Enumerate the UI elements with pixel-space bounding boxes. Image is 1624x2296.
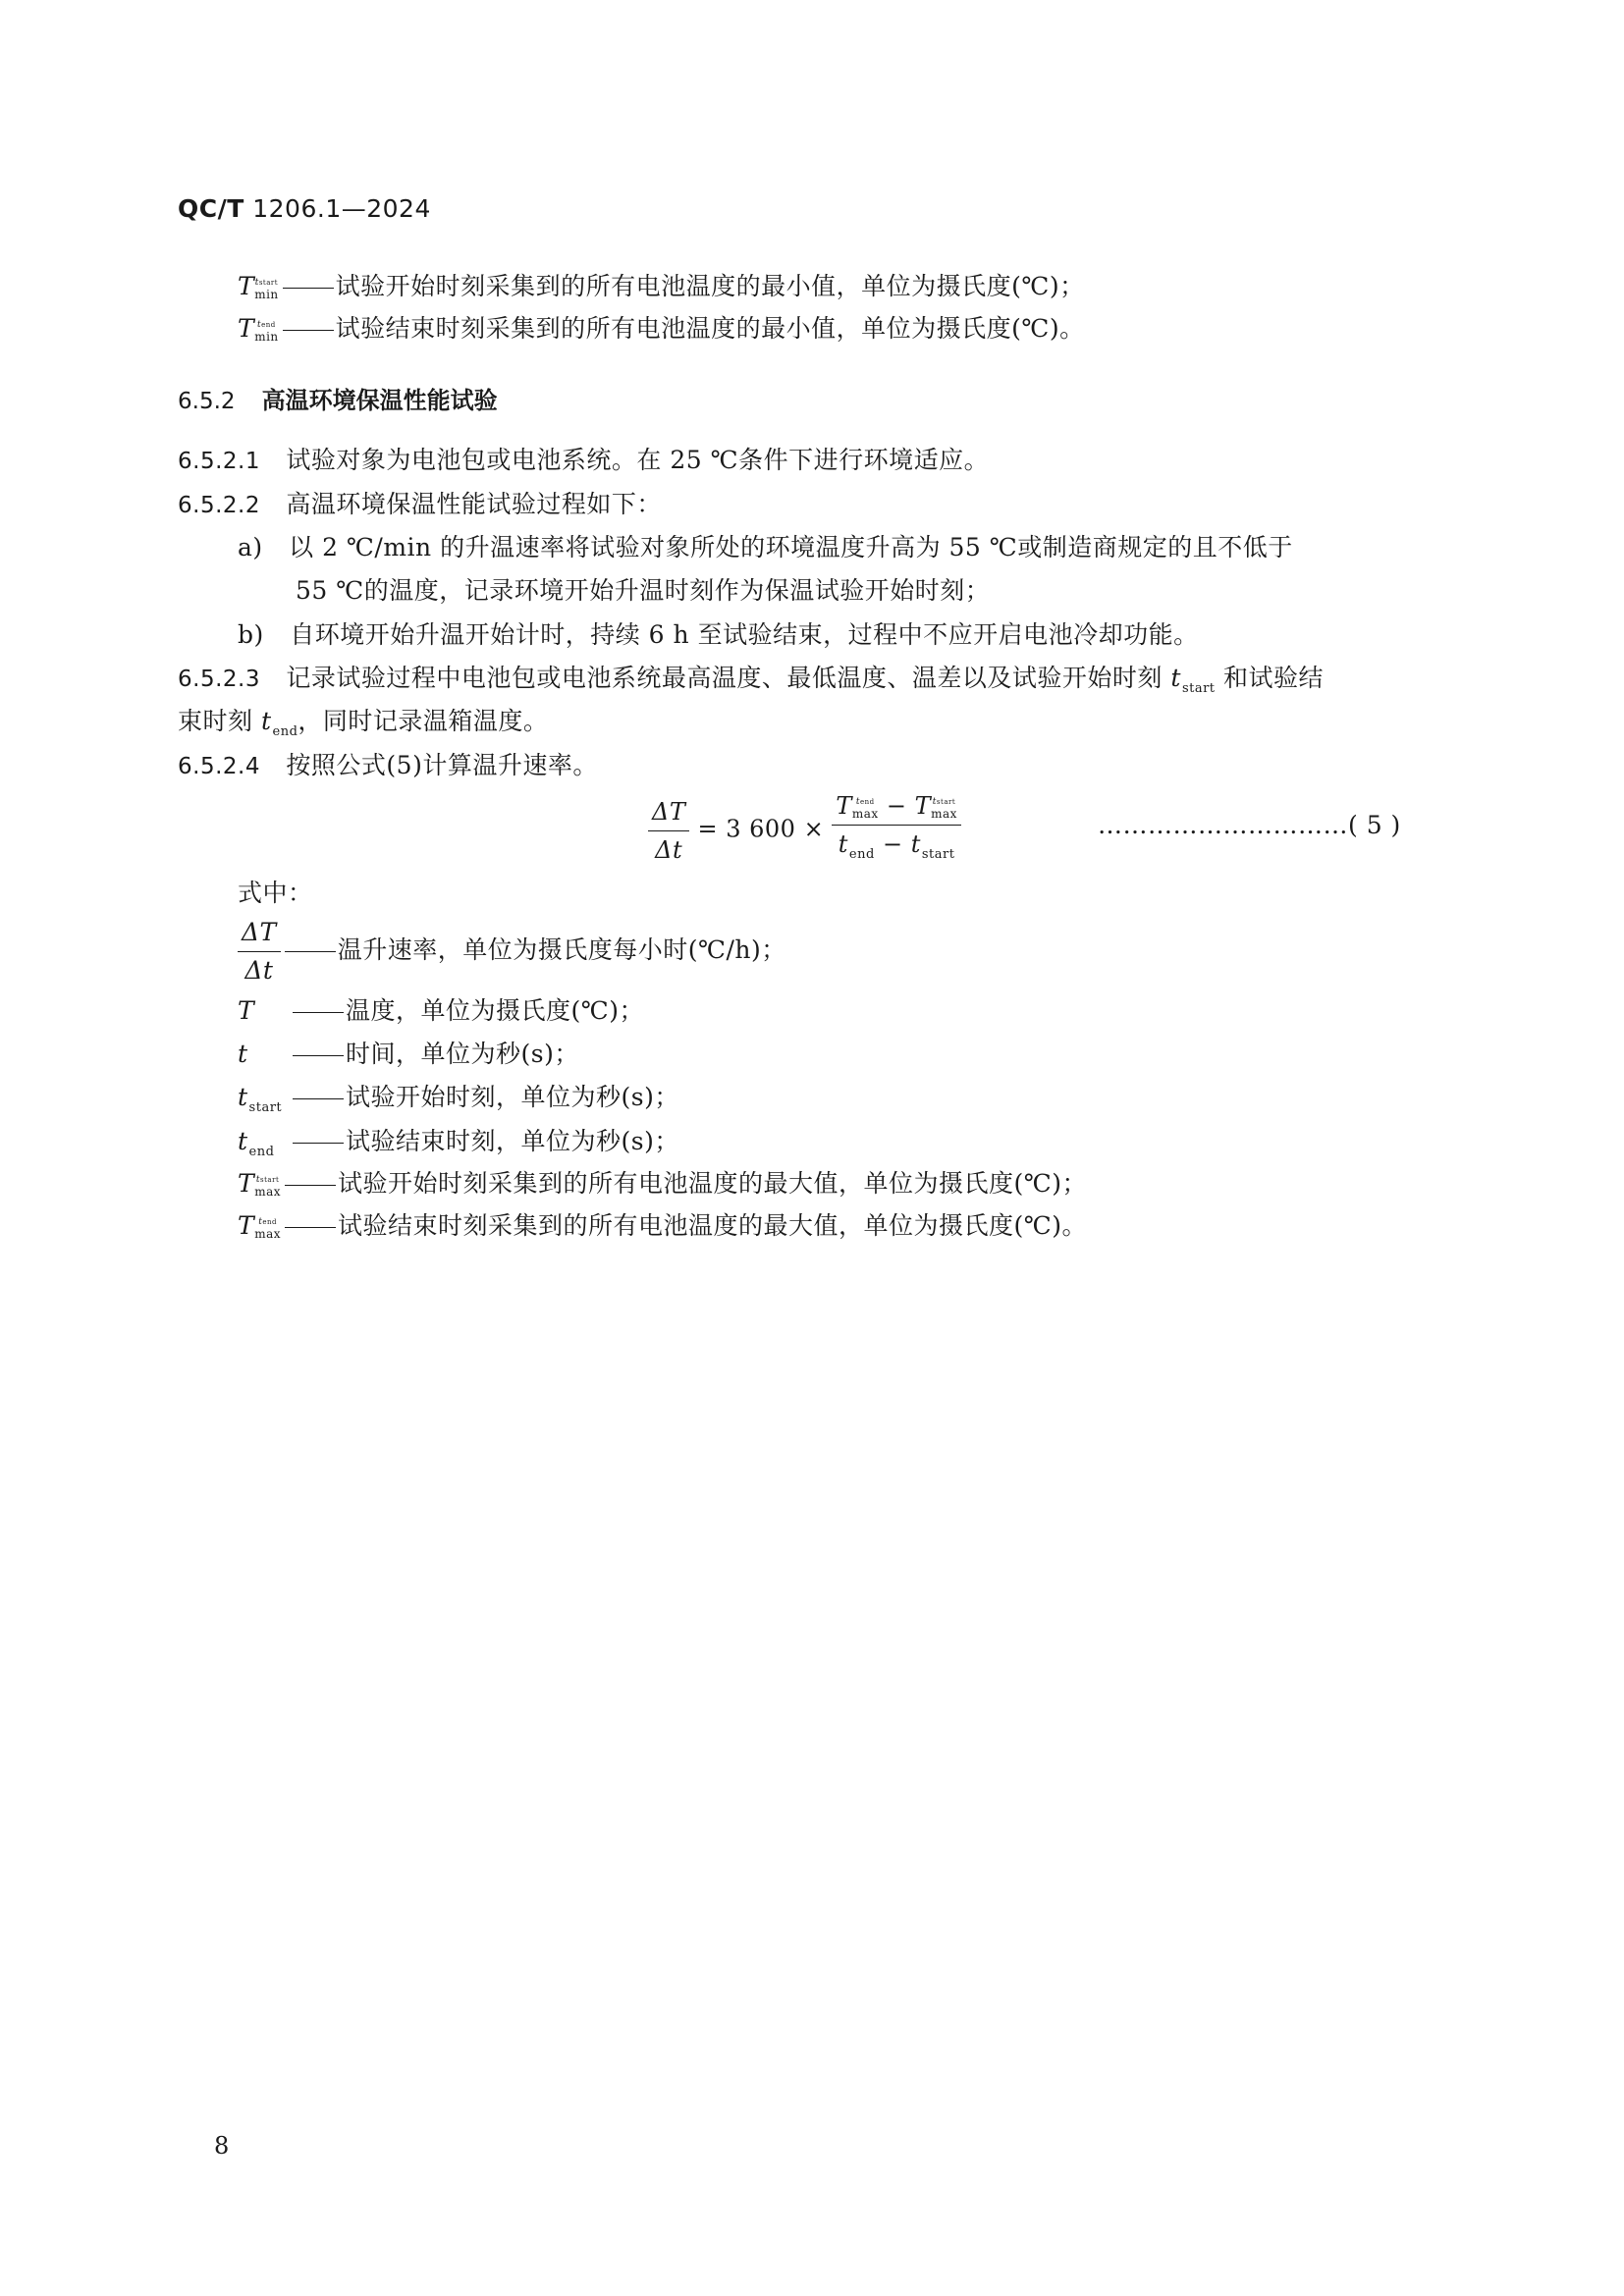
symbol-t: t [260,707,272,735]
clause-number: 6.5.2.3 [178,667,260,692]
clause-6-5-2-3 [178,662,1324,706]
sub-max: max [931,806,957,821]
definition-text: 试验开始时刻采集到的所有电池温度的最大值，单位为摄氏度(℃)； [338,1169,1087,1198]
definition-text: 试验结束时刻采集到的所有电池温度的最小值，单位为摄氏度(℃)。 [335,314,1085,343]
formula-rhs-numerator: T tend max − T tstart max [832,789,961,826]
clause-6-5-2-4 [178,749,598,783]
symbol-T: T [836,792,852,820]
sub-max: max [254,1226,281,1241]
symbol-t: t [910,830,921,858]
definition-dash [293,1143,344,1144]
sup-sub-end: end [262,1217,277,1226]
rate-numerator: ΔT [238,916,281,952]
sup-sub-end: end [261,320,276,329]
sup-sub-start: start [260,1175,280,1184]
clause-6-5-2-2 [178,488,662,522]
definition-tmin-end [238,312,1085,346]
formula-number [1098,809,1401,842]
symbol-t: t [238,1083,248,1111]
definition-T [238,994,644,1028]
clause-number: 6.5.2.2 [178,493,260,518]
sub-start: start [1181,681,1216,696]
symbol-T: T [238,1169,255,1198]
formula-minus: − [886,792,907,820]
sub-max: max [851,806,879,821]
symbol-t-start [238,1081,289,1125]
sup-t: t [258,1216,263,1227]
symbol-t: t [838,830,848,858]
rate-fraction [238,916,281,988]
document-id [178,194,431,223]
list-item-text: 自环境开始升温开始计时，持续 6 h 至试验结束，过程中不应开启电池冷却功能。 [290,620,1199,649]
definition-tmin-start [238,270,1085,303]
list-item-b [238,618,1199,652]
definition-dash [285,1227,336,1228]
sub-end: end [272,724,298,739]
definition-dash [293,1098,344,1099]
definition-text: 试验开始时刻，单位为秒(s)； [346,1083,679,1111]
definition-dash [285,951,336,952]
definition-text: 温度，单位为摄氏度(℃)； [346,996,644,1025]
page-number: 8 [214,2132,230,2160]
definition-text: 试验结束时刻采集到的所有电池温度的最大值，单位为摄氏度(℃)。 [338,1211,1087,1240]
definition-rate [238,916,786,988]
definition-dash [283,288,334,289]
clause-number: 6.5.2.1 [178,449,260,474]
symbol-T: T [238,314,255,343]
definition-dash [285,1185,336,1186]
formula-equals: = [697,815,719,843]
doc-id-prefix: QC/T [178,194,244,223]
formula-lhs-denominator: Δt [655,835,683,864]
definition-tstart [238,1081,679,1125]
section-heading [178,381,498,415]
clause-number: 6.5.2.4 [178,754,260,779]
formula-leader-dots: ………………………… [1098,811,1348,839]
clause-text: 和试验结 [1222,664,1324,692]
clause-6-5-2-3-continued [178,705,548,749]
where-label: 式中： [238,879,313,907]
formula-lhs-fraction [648,795,689,867]
symbol-t-start [1170,662,1215,706]
sup-t: t [257,319,262,330]
list-item-label: a) [238,533,263,561]
sub-min: min [254,287,279,301]
clause-text: 高温环境保温性能试验过程如下： [286,490,662,518]
definition-text: 时间，单位为秒(s)； [346,1040,579,1068]
sup-sub-start: start [258,278,279,287]
formula-rhs-denominator [832,826,961,872]
formula-label: ( 5 ) [1348,811,1401,839]
symbol-T: T [238,1211,255,1240]
sub-max: max [254,1184,281,1199]
definition-tend [238,1125,679,1169]
formula-coefficient: 3 600 [726,815,796,843]
definition-text: 温升速率，单位为摄氏度每小时(℃/h)； [337,935,786,964]
definition-tmax-start [238,1167,1087,1201]
symbol-t: t [1170,664,1181,692]
definition-text: 试验开始时刻采集到的所有电池温度的最小值，单位为摄氏度(℃)； [335,272,1085,300]
sup-sub-start: start [936,797,956,806]
section-title: 高温环境保温性能试验 [261,387,498,414]
list-item-label: b) [238,620,264,649]
symbol-t-end [238,1125,289,1169]
clause-text: 束时刻 [178,707,253,735]
symbol-t: t [238,1040,248,1068]
list-item-text: 55 ℃的温度，记录环境开始升温时刻作为保温试验开始时刻； [296,576,991,605]
symbol-T: T [238,272,255,300]
formula-5 [648,789,961,872]
clause-text: 按照公式(5)计算温升速率。 [286,751,598,779]
sub-start: start [248,1100,283,1115]
doc-id-number: 1206.1—2024 [252,194,431,223]
clause-text: 试验对象为电池包或电池系统。在 25 ℃条件下进行环境适应。 [286,446,990,474]
clause-text: 记录试验过程中电池包或电池系统最高温度、最低温度、温差以及试验开始时刻 [286,664,1163,692]
sub-start: start [921,847,955,862]
sup-sub-end: end [860,797,875,806]
list-item-a [238,531,1293,564]
definition-text: 试验结束时刻，单位为秒(s)； [346,1127,679,1155]
formula-times: × [803,815,825,843]
definition-tmax-end [238,1209,1087,1243]
symbol-t-end [261,705,298,749]
formula-rhs-fraction [832,789,961,872]
definition-dash [283,330,334,331]
definition-dash [293,1055,344,1056]
symbol-t: t [238,1127,248,1155]
rate-denominator: Δt [244,956,274,985]
list-item-text: 以 2 ℃/min 的升温速率将试验对象所处的环境温度升高为 55 ℃或制造商规定的且不低于 [289,533,1293,561]
clause-6-5-2-1 [178,444,989,478]
definition-t [238,1038,579,1071]
definition-dash [293,1012,344,1013]
sub-end: end [248,1145,275,1159]
formula-minus: − [882,830,903,858]
section-number: 6.5.2 [178,389,236,414]
symbol-T: T [238,996,255,1025]
sub-min: min [254,329,279,344]
symbol-T: T [914,792,932,820]
sup-t: t [254,277,259,288]
sub-end: end [848,847,875,862]
list-item-a-continued [296,574,990,608]
formula-lhs-numerator: ΔT [648,795,689,831]
sup-t: t [255,1174,261,1185]
clause-text: ，同时记录温箱温度。 [298,707,549,735]
